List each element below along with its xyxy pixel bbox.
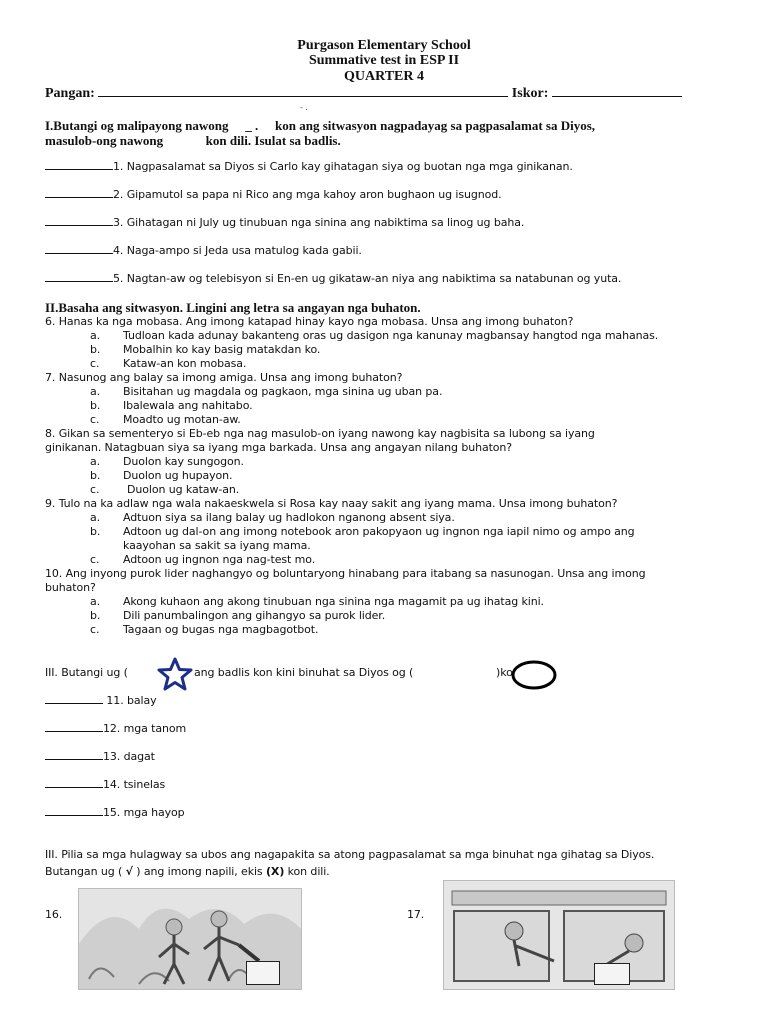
answer-blank[interactable] <box>45 225 113 226</box>
score-label: Iskor: <box>511 86 549 101</box>
answer-blank[interactable] <box>45 815 103 816</box>
item-text: 14. tsinelas <box>103 778 166 791</box>
picture-17-answer-box[interactable] <box>594 963 630 985</box>
picture-16-answer-box[interactable] <box>246 961 280 985</box>
q7-option-b[interactable]: Ibalewala ang nahitabo. <box>123 399 253 412</box>
section1-item-2 <box>45 188 501 201</box>
q7-option-c[interactable]: Moadto ug motan-aw. <box>123 413 241 426</box>
q8-option-b[interactable]: Duolon ug hupayon. <box>123 469 233 482</box>
section1-instruction <box>45 118 595 134</box>
section1-instr-a: I.Butangi og malipayong nawong <box>45 118 229 133</box>
item-text: 13. dagat <box>103 750 155 763</box>
bus-window-illustration <box>444 881 674 989</box>
section3-instr-a: III. Butangi ug ( <box>45 666 128 679</box>
happy-face-placeholder: _ . <box>245 118 259 133</box>
name-row <box>45 86 682 102</box>
section1-instr-b: kon ang sitwasyon nagpadayag sa pagpasalamat sa Diyos, <box>275 118 596 133</box>
item-text: 15. mga hayop <box>103 806 185 819</box>
q9-option-b-line1[interactable]: Adtoon ug dal-on ang imong notebook aron pakopyaon ug ingnon nga iapil nimo og ampo ang <box>123 525 635 538</box>
question-8-line2: ginikanan. Natagbuan siya sa iyang mga barkada. Unsa ang angayan nilang buhaton? <box>45 441 513 454</box>
option-letter: a. <box>90 385 101 398</box>
section1-item-4 <box>45 244 362 257</box>
section3-item-11 <box>45 694 157 707</box>
option-letter: b. <box>90 525 101 538</box>
answer-blank[interactable] <box>45 197 113 198</box>
option-letter: a. <box>90 329 101 342</box>
option-letter: c. <box>90 413 100 426</box>
q10-option-b[interactable]: Dili panumbalingon ang gihangyo sa purok lider. <box>123 609 386 622</box>
q9-option-a[interactable]: Adtuon siya sa ilang balay ug hadlokon nganong absent siya. <box>123 511 455 524</box>
answer-blank[interactable] <box>45 759 103 760</box>
answer-blank[interactable] <box>45 253 113 254</box>
item-text: 5. Nagtan-aw og telebisyon si En-en ug gikataw-an niya ang nabiktima sa natabunan og yuta. <box>113 272 622 285</box>
section3-item-12 <box>45 722 186 735</box>
item-text: 4. Naga-ampo si Jeda usa matulog kada gabii. <box>113 244 362 257</box>
option-letter: c. <box>90 553 100 566</box>
item-text: 12. mga tanom <box>103 722 187 735</box>
section4-instr-b3: kon dili. <box>287 865 330 878</box>
section1-item-5 <box>45 272 621 285</box>
option-letter: b. <box>90 469 101 482</box>
question-6: 6. Hanas ka nga mobasa. Ang imong katapad hinay kayo nga mobasa. Unsa ang imong buhaton? <box>45 315 574 328</box>
star-icon <box>157 657 193 691</box>
question-10-line2: buhaton? <box>45 581 96 594</box>
item-text: 2. Gipamutol sa papa ni Rico ang mga kahoy aron bughaon ug isugnod. <box>113 188 502 201</box>
picture-17-label: 17. <box>407 908 425 921</box>
item-text: 11. balay <box>106 694 157 707</box>
section1-item-3 <box>45 216 524 229</box>
section1-instruction-2 <box>45 133 341 149</box>
option-letter: b. <box>90 609 101 622</box>
section4-instr-b1: Butangan ug ( <box>45 865 123 878</box>
quarter-label: QUARTER 4 <box>343 69 424 84</box>
item-text: 3. Gihatagan ni July ug tinubuan nga sinina ang nabiktima sa linog ug baha. <box>113 216 525 229</box>
picture-16 <box>78 888 302 990</box>
q6-option-c[interactable]: Kataw-an kon mobasa. <box>123 357 247 370</box>
section4-instruction-2 <box>45 865 330 878</box>
q9-option-b-line2[interactable]: kaayohan sa sakit sa iyang mama. <box>123 539 311 552</box>
question-9: 9. Tulo na ka adlaw nga wala nakaeskwela si Rosa kay naay sakit ang iyang mama. Unsa imong buhaton? <box>45 497 618 510</box>
smudge-mark: - . <box>300 103 308 112</box>
check-mark-icon: √ <box>125 865 133 878</box>
option-letter: b. <box>90 399 101 412</box>
question-10-line1: 10. Ang inyong purok lider naghangyo og boluntaryong hinabang para itabang sa nasunogan. Unsa ang imong <box>45 567 646 580</box>
section3-item-13 <box>45 750 155 763</box>
picture-17 <box>443 880 675 990</box>
q6-option-b[interactable]: Mobalhin ko kay basig matakdan ko. <box>123 343 321 356</box>
answer-blank[interactable] <box>45 281 113 282</box>
name-label: Pangan: <box>45 86 95 101</box>
test-title: Summative test in ESP II <box>308 53 460 68</box>
name-blank[interactable] <box>98 96 508 97</box>
option-letter: a. <box>90 455 101 468</box>
answer-blank[interactable] <box>45 169 113 170</box>
section2-instruction: II.Basaha ang sitwasyon. Lingini ang letra sa angayan nga buhaton. <box>45 300 421 315</box>
section3-item-14 <box>45 778 165 791</box>
option-letter: c. <box>90 357 100 370</box>
section3-item-15 <box>45 806 185 819</box>
section4-instruction-1: III. Pilia sa mga hulagway sa ubos ang nagapakita sa atong pagpasalamat sa mga binuhat nga gihatag sa Diyos. <box>45 848 655 861</box>
option-letter: c. <box>90 623 100 636</box>
circle-icon <box>510 659 558 691</box>
section1-instr-d: kon dili. Isulat sa badlis. <box>205 133 341 148</box>
section1-instr-c: masulob-ong nawong <box>45 133 164 148</box>
x-open-paren: ( <box>265 865 271 878</box>
q8-option-a[interactable]: Duolon kay sungogon. <box>123 455 244 468</box>
section1-item-1 <box>45 160 573 173</box>
q9-option-c[interactable]: Adtoon ug ingnon nga nag-test mo. <box>123 553 316 566</box>
option-letter: a. <box>90 595 101 608</box>
option-letter: b. <box>90 343 101 356</box>
q7-option-a[interactable]: Bisitahan ug magdala og pagkaon, mga sinina ug uban pa. <box>123 385 443 398</box>
score-blank[interactable] <box>552 96 682 97</box>
x-close-paren: ) <box>279 865 285 878</box>
answer-blank[interactable] <box>45 787 103 788</box>
option-letter: c. <box>90 483 100 496</box>
x-mark-icon: X <box>270 865 280 878</box>
section4-instr-b2: ) ang imong napili, ekis <box>136 865 263 878</box>
q6-option-a[interactable]: Tudloan kada adunay bakanteng oras ug dasigon nga kanunay magbansay hangtod nga mahanas. <box>123 329 659 342</box>
section3-instruction-end: )ko <box>496 666 513 679</box>
q10-option-c[interactable]: Tagaan og bugas nga magbagotbot. <box>123 623 319 636</box>
answer-blank[interactable] <box>45 703 103 704</box>
option-letter: a. <box>90 511 101 524</box>
school-name: Purgason Elementary School <box>297 38 471 53</box>
question-7: 7. Nasunog ang balay sa imong amiga. Unsa ang imong buhaton? <box>45 371 403 384</box>
picture-16-label: 16. <box>45 908 63 921</box>
item-text: 1. Nagpasalamat sa Diyos si Carlo kay gihatagan siya og buotan nga mga ginikanan. <box>113 160 573 173</box>
section3-instruction-mid: ang badlis kon kini binuhat sa Diyos og ( <box>194 666 414 679</box>
answer-blank[interactable] <box>45 731 103 732</box>
q10-option-a[interactable]: Akong kuhaon ang akong tinubuan nga sinina nga magamit pa ug ihatag kini. <box>123 595 544 608</box>
q8-option-c[interactable]: Duolon ug kataw-an. <box>127 483 240 496</box>
question-8-line1: 8. Gikan sa sementeryo si Eb-eb nga nag masulob-on iyang nawong kay nagbisita sa lubong sa iyang <box>45 427 595 440</box>
section3-instruction <box>45 666 128 679</box>
